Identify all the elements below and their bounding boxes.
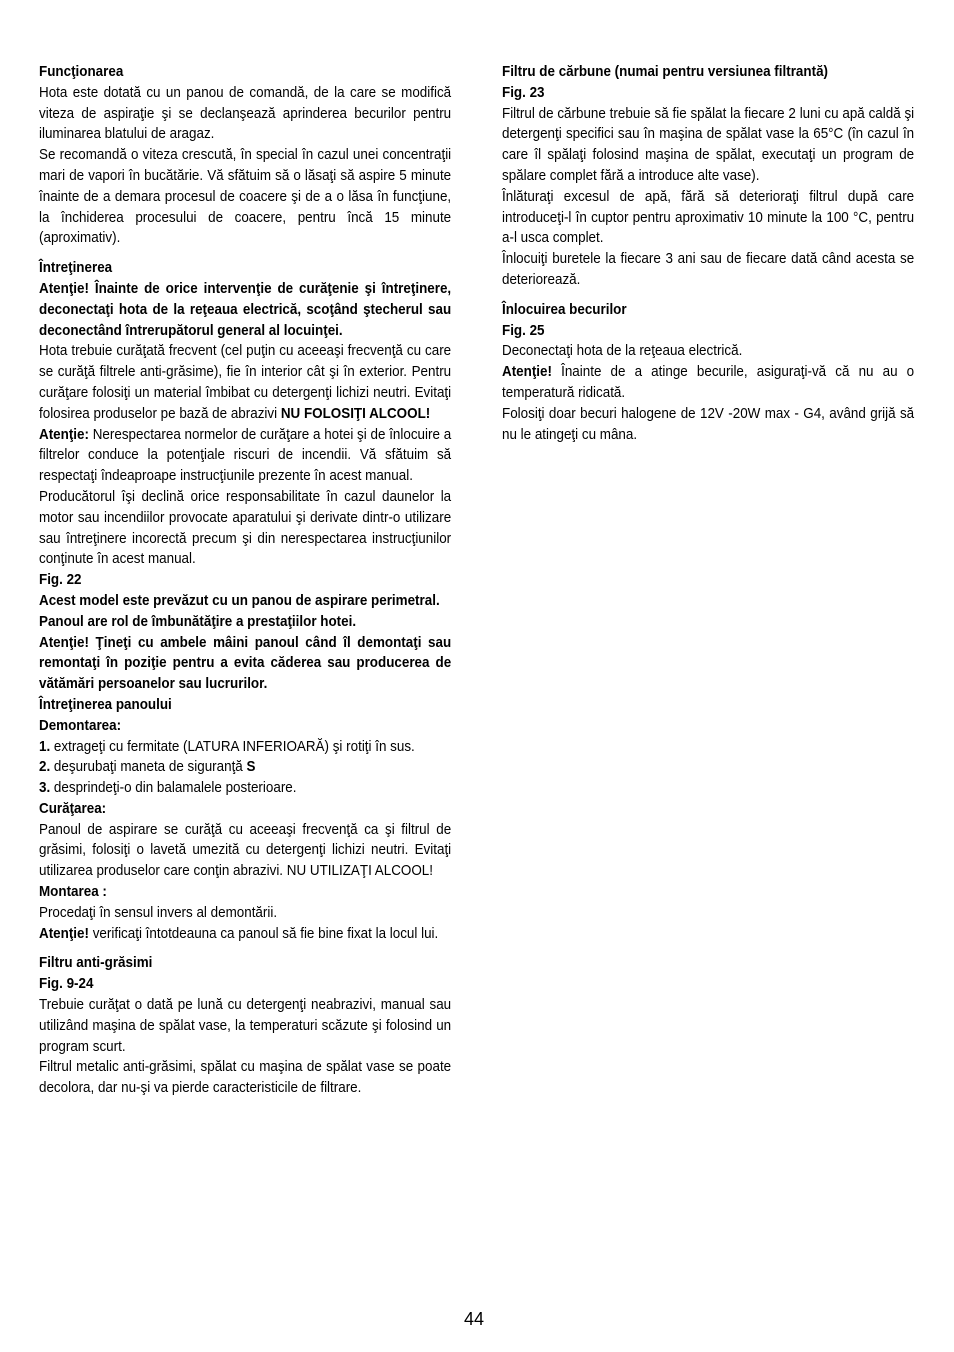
paragraph: Hota este dotată cu un panou de comandă, de la care se modifică viteza de aspiraţie şi se declanşează aprinderea becurilor pentru iluminarea blatului de aragaz. (39, 84, 452, 143)
list-item: 3. desprindeţi-o din balamalele posterioare. (39, 780, 297, 797)
paragraph: Producătorul îşi declină orice responsabilitate în cazul daunelor la motor sau incendiilor provocate aparatului şi derivate dintr-o utilizare sau întreţinere incorectă precum şi din nerespectarea instrucţiunilor conţinute în acest manual. (39, 488, 452, 568)
figure-reference: Fig. 9-24 (39, 976, 94, 993)
section-title-intretinere: Întreţinerea (39, 260, 113, 277)
paragraph: Filtrul de cărbune trebuie să fie spălat la fiecare 2 luni cu apă caldă şi detergenţi specifici sau în maşina de spălat vase la 65°C (în cazul în care îl spălaţi folosind maşina de spălat, executaţi un program de spălare complet fără a introduce alte vase). (502, 105, 915, 184)
paragraph: Filtrul metalic anti-grăsimi, spălat cu maşina de spălat vase se poate decolora, dar nu-şi va pierde caracteristicile de filtrare. (39, 1059, 452, 1097)
paragraph: Deconectaţi hota de la reţeaua electrică. (502, 343, 743, 360)
paragraph: Hota trebuie curăţată frecvent (cel puţin cu aceeaşi frecvenţă cu care se curăţă filtrele anti-grăsime), fie în interior cât şi în exterior. Pentru curăţare folosiţi un material îmbibat cu detergenţi lichizi neutri. Evitaţi folosirea produselor pe bază de abrazivi NU FOLOSIŢI ALCOOL! (39, 343, 452, 422)
paragraph: Înlăturaţi excesul de apă, fără să deterioraţi filtrul după care introduceţi-l în cuptor pentru aproximativ 10 minute la 100 °C, pentru a-l usca complet. (502, 188, 915, 247)
subsection-title: Curăţarea: (39, 800, 107, 817)
figure-reference: Fig. 23 (502, 84, 545, 101)
bold-paragraph: Panoul are rol de îmbunătăţire a prestaţiilor hotei. (39, 613, 357, 630)
paragraph: Atenţie! verificaţi întotdeauna ca panoul să fie bine fixat la locul lui. (39, 925, 439, 942)
paragraph: Procedaţi în sensul invers al demontării. (39, 904, 278, 921)
right-column (502, 62, 914, 445)
subsection-title: Montarea : (39, 884, 107, 901)
figure-reference: Fig. 25 (502, 322, 545, 339)
left-column (39, 62, 451, 1099)
section-title-becuri: Înlocuirea becurilor (502, 301, 627, 318)
subsection-title: Demontarea: (39, 717, 122, 734)
paragraph: Folosiţi doar becuri halogene de 12V -20W max - G4, având grijă să nu le atingeţi cu mâna. (502, 405, 915, 443)
section-title-filtru-carbune: Filtru de cărbune (numai pentru versiunea filtrantă) (502, 64, 829, 80)
subsection-title: Întreţinerea panoului (39, 696, 172, 713)
paragraph: Se recomandă o viteza crescută, în special în cazul unei concentraţii mari de vapori în bucătărie. Vă sfătuim să o lăsaţi să aspire 5 minute înainte de a demara procesul de coacere şi de a o lăsa în funcţiune, la închiderea procesului de coacere, pentru încă 15 minute (aproximativ). (39, 147, 452, 247)
bold-paragraph: Acest model este prevăzut cu un panou de aspirare perimetral. (39, 592, 440, 609)
warning-paragraph: Atenţie! Înainte de orice intervenţie de curăţenie şi întreţinere, deconectaţi hota de la reţeaua electrică, scoţând ştecherul sau deconectând întrerupătorul general al locuinţei. (39, 280, 452, 339)
list-item: 2. deşurubaţi maneta de siguranţă S (39, 759, 256, 776)
page-number: 44 (464, 1309, 485, 1329)
paragraph: Panoul de aspirare se curăţă cu aceeaşi frecvenţă ca şi filtrul de grăsimi, folosiţi o lavetă umezită cu detergenţi lichizi neutri. Evitaţi utilizarea produselor care conţin abrazivi. NU UTILIZAŢI ALCOOL! (39, 821, 452, 880)
paragraph: Atenţie: Nerespectarea normelor de curăţare a hotei şi de înlocuire a filtrelor conduce la potenţiale riscuri de incendii. Vă sfătuim să respectaţi îndeaproape instrucţiunile prezente în acest manual. (39, 426, 452, 485)
section-title-functionare: Funcţionarea (39, 64, 124, 80)
paragraph: Înlocuiţi buretele la fiecare 3 ani sau de fiecare dată când acesta se deteriorează. (502, 251, 915, 288)
figure-reference: Fig. 22 (39, 572, 82, 589)
bold-paragraph: Atenţie! Ţineţi cu ambele mâini panoul când îl demontaţi sau remontaţi în poziţie pentru a evita căderea sau producerea de vătămări persoanelor sau lucrurilor. (39, 634, 452, 693)
section-title-filtru-antigrasimi: Filtru anti-grăsimi (39, 955, 153, 972)
paragraph: Trebuie curăţat o dată pe lună cu detergenţi neabrazivi, manual sau utilizând maşina de spălat vase, la temperaturi scăzute şi folosind un program scurt. (39, 997, 452, 1055)
list-item: 1. extrageţi cu fermitate (LATURA INFERIOARĂ) şi rotiţi în sus. (39, 738, 415, 755)
paragraph: Atenţie! Înainte de a atinge becurile, asiguraţi-vă că nu au o temperatură ridicată. (502, 364, 915, 401)
